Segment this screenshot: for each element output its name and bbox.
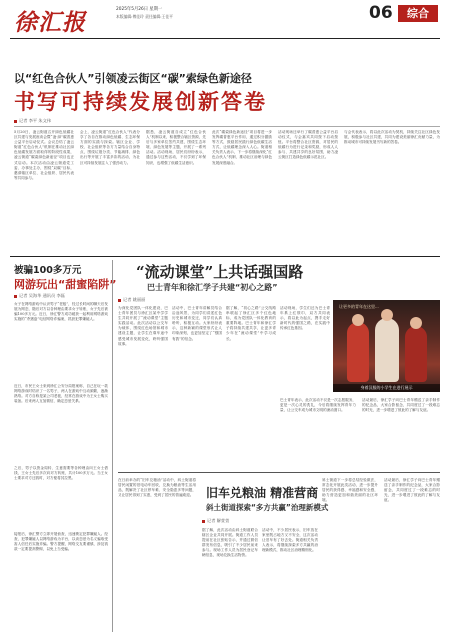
lead-col-6: 与会代表表示，将以此次活动为契机，持续关注社区绿色发展，积极参与社区共建，共同为建设美丽徐汇贡献力量，为推动城市可持续发展书写新的答卷。: [344, 130, 440, 145]
right-col-1: 巴士青年表示，此次活动不仅是一次志愿服务，更是一次心灵的洗礼，今后将继续发挥青年力量，让公交车成为城市文明的流动窗口。: [280, 398, 356, 413]
photo-figure-2: [375, 318, 399, 382]
right-col-2: 活动最后，徐汇学子向巴士青年赠送了亲手制作的纪念品，大家合影留念，共同度过了一段难忘的时光，进一步增进了彼此的了解与友谊。: [362, 398, 440, 413]
left-byline: [14, 293, 65, 299]
left-divider: [112, 260, 113, 632]
bottom-col-2: 据了解，此次活动由斜土街道联合辖区企业共同开展。街道工作人员提前在社区张贴告示，并通过微信群发布信息，吸引了不少居民前来参与。现场工作人员为居民登记车辆信息，现场兑换生活物资。: [202, 528, 258, 558]
section-rule-1: [10, 256, 440, 257]
bottom-subhead: 斜土街道探索“多方共赢”治理新模式: [206, 503, 329, 512]
middle-subhead: 巴士青年和徐汇学子共建“初心之路”: [147, 283, 278, 292]
lead-col-3: 据悉，凌云街道自成立“红色合伙人”机制以来，积极整合辖区资源，先后与多家单位签约共建，围绕生态环境、绿色发展等主题，开展了一系列活动。活动现场，居民们纷纷表示，通过参与这些活动，不仅学到了环保知识，也增强了低碳生活意识。: [146, 130, 206, 165]
lead-headline: 书写可持续发展创新答卷: [14, 89, 267, 114]
left-col-2: 近日，市民王女士来到徐汇公安分局报案称，自己在玩一款网络游戏时结识了一名男子，两人在游戏中互动频繁，逐渐熟络。对方自称是某公司老板，经常在游戏中为王女士购买装备。后来两人互加微信，确定恋爱关系。: [14, 384, 108, 404]
news-photo: [333, 300, 440, 392]
left-kicker: 被骗100多万元: [14, 265, 82, 276]
left-byline-text: 记者 吴海华 通讯员 李磊: [19, 293, 65, 298]
masthead: [0, 0, 450, 40]
bottom-col-4: 斜土街道下一步将总结经验做法，常态化开展此类活动，进一步提升居民的获得感、幸福感和安全感，助力营造更加和谐美丽的社区环境。: [322, 478, 378, 503]
lead-kicker: 以“红色合伙人”引领凌云街区“碳”索绿色新途径: [14, 72, 252, 85]
lead-col-4: 此次“碳索绿色新途径”项目将进一步发挥碳普惠平台作用，通过积分激励等方式，鼓励居民践行绿色低碳生活方式，让低碳理念深入人心。街道相关负责人表示，下一步将继续深化“红色合伙人”机制，推动社区治理与绿色发展深度融合。: [212, 130, 272, 165]
bottom-col-3: 活动中，不少居民表示，旧车放在家里既占地方又不安全，这次活动让旧车有了好去处。街道相关负责人表示，将继续探索多方共赢的治理新模式，推动社区治理精细化。: [262, 528, 318, 553]
left-col-1: 女子在网络游戏中认识男子“老板”，经过长时间的聊天后发展为网恋，随后对方以各种理由要求女子转账，女子先后被骗100多万元。近日，徐汇警方成功破获一起利用网络游戏实施的“杀猪盘”电信网络诈骗案，抓获犯罪嫌疑人。: [14, 302, 108, 322]
bottom-col-1: 在日前举办的“旧车兑粮油”活动中，斜土街道将居民闲置的旧电动车回收，兑换为粮油等生活用品，既解决了社区停车难、安全隐患多等问题，又让居民得到了实惠，受到了居民的普遍欢迎。: [118, 478, 196, 498]
middle-col-4: 活动现场，学生们还为巴士青年系上红领巾，双方共同表示，将以此为起点，携手走好新时代的强国之路，在实践中传承红色基因。: [280, 306, 330, 331]
lead-col-5: 活动现场还举行了碳普惠公益平台启动仪式，与会嘉宾共同按下启动按钮。平台将整合社区资源，对居民的低碳行为进行记录和奖励，形成人人参与、共建共享的良好氛围，助力凌云街区打造绿色低碳示范社区。: [278, 130, 338, 160]
editor-line: 本版编辑:傅佳玲 责任编辑:王佳平: [116, 14, 173, 19]
middle-col-3: 据了解，“初心之路”公交线路串联起了徐汇区多个红色地标，成为党团队一体化教育的重要阵地。巴士青年和徐汇学子将持续共建共享，让更多青少年在“流动课堂”中学习成长。: [226, 306, 276, 341]
page-number: 06: [369, 3, 393, 23]
left-col-4: 接报后，徐汇警方立即开展侦查，迅速锁定犯罪嫌疑人。经查，犯罪嫌疑人以网络游戏为平台，以谈恋爱为名义骗取受害人信任后实施诈骗。警方提醒，网络交友要谨慎，涉及钱款一定要提高警惕，以免上当受骗。: [14, 532, 108, 552]
photo-caption: 身着汉服的小学生在进行展示: [333, 384, 440, 392]
photo-face-3: [410, 317, 422, 329]
masthead-rule: [10, 38, 440, 39]
middle-kicker: “流动课堂”上共话强国路: [136, 263, 304, 281]
lead-col-2: 会上，凌云街道“红色合伙人”代表分享了各自在推动绿色低碳、生态环保方面的实践与探索。辖区企业、学校、社会组织等各方力量结合自身特点，围绕垃圾分类、节能减排、绿色出行等开展了丰富多彩的活动，为社区可持续发展注入了强劲动力。: [80, 130, 140, 165]
bottom-byline-text: 记者 解萱萱: [207, 518, 230, 523]
middle-byline: [118, 297, 145, 303]
middle-col-1: 为深化党团队一体化建设，巴士青年团员与徐汇区某中学学生共同开展了“流动课堂”主题实践活动。此次活动以公交车为载体，围绕红色场馆和城市建设主题，让学生在乘车途中感受城市发展变化，聆听强国故事。: [118, 306, 168, 346]
photo-face-2: [381, 309, 393, 321]
middle-col-2: 活动中，巴士青年讲解员结合沿途风景，为同学们讲述红色历史和城市变迁，同学们认真聆听，积极互动。大家纷纷表示，这种新颖的课堂形式让人印象深刻，也更加坚定了“强国有我”的信念。: [172, 306, 222, 341]
page-section-label: 综合: [398, 5, 438, 22]
section-rule-2: [118, 472, 440, 473]
lead-col-1: 5月20日，凌云街道召开绿色低碳社区共建与发展座谈会暨“凌·绿”碳普惠公益平台启动仪式。会议总结了凌云街道“红色合伙人”机制在推动社区绿色低碳发展方面取得的阶段性成果，凌云街道“碳索绿色新途径”项目也正式启动。本次活动由凌云街道党工委、办事处主办，围绕“双碳”目标，邀请辖区单位、社会组织、居民代表等共同参与。: [14, 130, 74, 180]
left-col-3: 之后，男子以资金周转、生意需要等各种理由向王女士借钱，王女士先后多次向对方转账，共计100多万元。当王女士要求对方还钱时，对方便将其拉黑。: [14, 466, 108, 481]
photo-figure-1: [347, 322, 369, 382]
lead-byline-text: 记者 李平 朱文伟: [19, 118, 51, 123]
bottom-kicker: 旧车兑粮油 精准营商: [206, 486, 319, 500]
date-line: 2025年5月26日 星期一: [116, 7, 163, 12]
photo-face-1: [352, 314, 364, 326]
masthead-logo: 徐汇报: [14, 9, 86, 36]
left-headline: 网游玩出“甜蜜陷阱”: [14, 278, 117, 291]
middle-byline-text: 记者 姚丽丽: [123, 297, 146, 302]
bottom-col-5: 活动最后，徐汇学子向巴士青年赠送了亲手制作的纪念品，大家合影留念，共同度过了一段难忘的时光，进一步增进了彼此的了解与友谊。: [384, 478, 440, 503]
bottom-byline: [202, 518, 229, 524]
lead-byline: [14, 118, 51, 124]
photo-figure-3: [405, 326, 427, 382]
lead-byline-rule: [14, 126, 440, 127]
photo-overlay-text: 让更多的青年在这里...: [339, 304, 379, 309]
